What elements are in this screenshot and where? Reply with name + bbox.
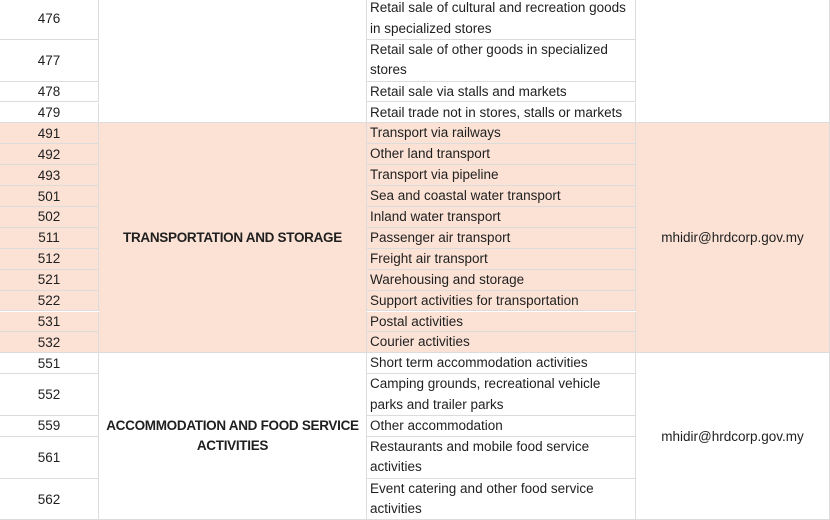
description-cell[interactable] <box>367 186 636 207</box>
code-cell[interactable] <box>0 40 99 82</box>
code-cell[interactable] <box>0 332 99 353</box>
cell-text: Postal activities <box>370 313 464 329</box>
description-cell[interactable] <box>367 437 636 479</box>
description-cell[interactable] <box>367 123 636 144</box>
cell-text: 552 <box>37 387 61 403</box>
cell-text: 492 <box>37 146 61 162</box>
cell-text: Camping grounds, recreational vehicle parks and trailer parks <box>370 376 601 412</box>
code-cell[interactable] <box>0 207 99 228</box>
cell-text: 502 <box>37 209 61 225</box>
cell-text: 493 <box>37 167 61 183</box>
sector-merged-cell[interactable] <box>99 353 367 520</box>
cell-text: 501 <box>37 188 61 204</box>
cell-text: 551 <box>37 355 61 371</box>
code-cell[interactable] <box>0 123 99 144</box>
cell-text: Event catering and other food service activities <box>370 480 594 517</box>
code-cell[interactable] <box>0 82 99 103</box>
cell-text: 562 <box>37 491 61 507</box>
cell-text: Retail sale via stalls and markets <box>370 83 567 99</box>
description-cell[interactable] <box>367 312 636 333</box>
description-cell[interactable] <box>367 270 636 291</box>
cell-text: 559 <box>37 418 61 434</box>
cell-text: mhidir@hrdcorp.gov.my <box>661 230 804 246</box>
cell-text: Freight air transport <box>370 250 488 266</box>
cell-text: 479 <box>37 104 61 120</box>
code-cell[interactable] <box>0 374 99 416</box>
cell-text: TRANSPORTATION AND STORAGE <box>123 229 342 245</box>
description-cell[interactable] <box>367 291 636 312</box>
email-merged-cell[interactable] <box>636 353 830 520</box>
code-cell[interactable] <box>0 312 99 333</box>
email-merged-cell[interactable] <box>636 0 830 123</box>
description-cell[interactable] <box>367 82 636 103</box>
cell-text: Short term accommodation activities <box>370 355 588 371</box>
cell-text: Support activities for transportation <box>370 292 579 308</box>
cell-text: 478 <box>37 84 61 100</box>
description-cell[interactable] <box>367 207 636 228</box>
description-cell[interactable] <box>367 249 636 270</box>
cell-text: 532 <box>37 334 61 350</box>
description-cell[interactable] <box>367 416 636 437</box>
description-cell[interactable] <box>367 0 636 40</box>
description-cell[interactable] <box>367 374 636 416</box>
cell-text: 477 <box>37 52 61 68</box>
description-cell[interactable] <box>367 165 636 186</box>
cell-text: Retail sale of cultural and recreation goods in specialized stores <box>370 0 626 36</box>
cell-text: Other land transport <box>370 146 491 162</box>
cell-text: 522 <box>37 293 61 309</box>
cell-text: Retail sale of other goods in specialized stores <box>370 41 608 78</box>
cell-text: mhidir@hrdcorp.gov.my <box>661 428 804 444</box>
code-cell[interactable] <box>0 291 99 312</box>
cell-text: Sea and coastal water transport <box>370 188 561 204</box>
email-merged-cell[interactable] <box>636 123 830 353</box>
description-cell[interactable] <box>367 228 636 249</box>
description-cell[interactable] <box>367 353 636 374</box>
code-cell[interactable] <box>0 165 99 186</box>
cell-text: Courier activities <box>370 334 470 350</box>
cell-text: Inland water transport <box>370 209 501 224</box>
cell-text: 476 <box>37 10 61 26</box>
cell-text: 491 <box>37 125 61 141</box>
description-cell[interactable] <box>367 144 636 165</box>
cell-text: Other accommodation <box>370 418 503 433</box>
description-cell[interactable] <box>367 103 636 124</box>
code-cell[interactable] <box>0 270 99 291</box>
code-cell[interactable] <box>0 0 99 40</box>
cell-text: Transport via pipeline <box>370 167 499 183</box>
code-cell[interactable] <box>0 416 99 437</box>
cell-text: ACCOMMODATION AND FOOD SERVICE ACTIVITIES <box>106 418 359 454</box>
code-cell[interactable] <box>0 479 99 520</box>
code-cell[interactable] <box>0 186 99 207</box>
cell-text: Restaurants and mobile food service activities <box>370 438 590 475</box>
description-cell[interactable] <box>367 479 636 520</box>
cell-text: 521 <box>37 272 61 288</box>
cell-text: Passenger air transport <box>370 229 511 245</box>
description-cell[interactable] <box>367 332 636 353</box>
code-cell[interactable] <box>0 228 99 249</box>
cell-text: 561 <box>37 449 61 465</box>
code-cell[interactable] <box>0 437 99 479</box>
cell-text: Retail trade not in stores, stalls or markets <box>370 104 623 120</box>
description-cell[interactable] <box>367 40 636 82</box>
cell-text: 511 <box>38 230 60 246</box>
code-cell[interactable] <box>0 353 99 374</box>
code-cell[interactable] <box>0 144 99 165</box>
code-cell[interactable] <box>0 249 99 270</box>
sector-merged-cell[interactable] <box>99 0 367 123</box>
sector-merged-cell[interactable] <box>99 123 367 353</box>
cell-text: Transport via railways <box>370 125 501 141</box>
code-cell[interactable] <box>0 103 99 124</box>
cell-text: 531 <box>37 313 61 329</box>
cell-text: Warehousing and storage <box>370 271 525 287</box>
cell-text: 512 <box>37 251 61 267</box>
